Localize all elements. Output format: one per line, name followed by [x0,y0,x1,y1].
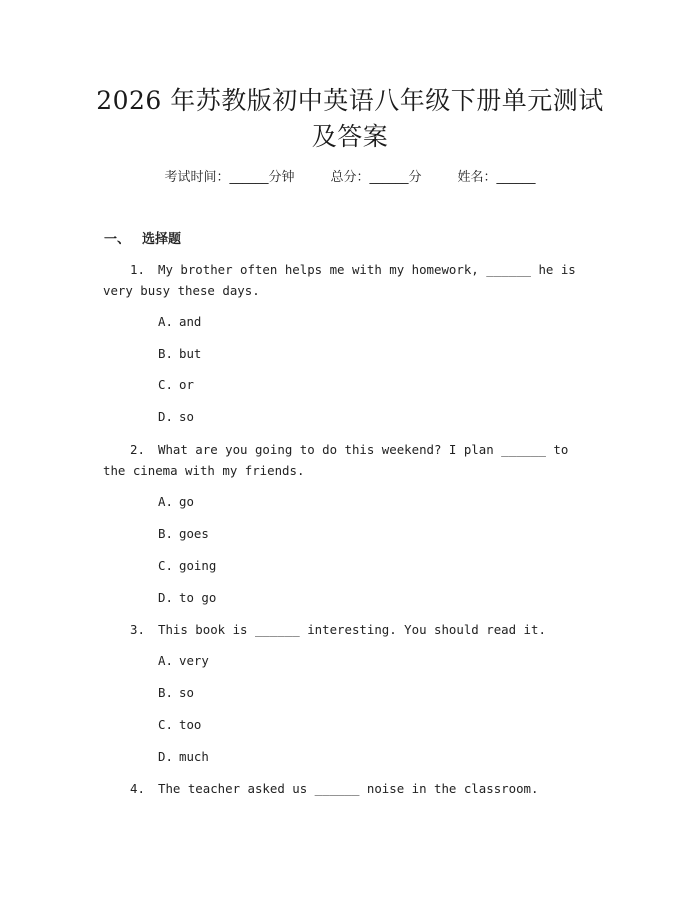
section-title: 选择题 [142,232,182,247]
option-letter: B. [158,346,173,361]
question-3-option-a [158,651,209,671]
option-letter: D. [158,409,173,424]
section-heading [104,230,181,250]
question-3 [103,619,583,640]
option-text: too [179,717,202,732]
question-2-option-c [158,556,216,576]
question-number: 2. [130,442,145,457]
question-1-option-a [158,312,201,332]
score-unit: 分 [408,170,422,185]
option-letter: D. [158,590,173,605]
question-2-option-d [158,588,216,608]
document-title-line-1: 2026 年苏教版初中英语八年级下册单元测试 [96,86,604,115]
option-text: goes [179,526,209,541]
question-2-option-b [158,524,209,544]
option-letter: A. [158,494,173,509]
question-number: 4. [130,781,145,796]
question-3-option-d [158,747,209,767]
question-1-option-b [158,344,201,364]
option-text: but [179,346,202,361]
option-text: so [179,409,194,424]
time-unit: 分钟 [268,170,295,185]
document-title-line-2: 及答案 [311,122,389,151]
option-letter: C. [158,377,173,392]
option-letter: C. [158,717,173,732]
option-text: very [179,653,209,668]
question-text: The teacher asked us ______ noise in the classroom. [158,781,539,796]
question-1-option-d [158,407,194,427]
name-blank: ______ [496,170,536,185]
question-text: What are you going to do this weekend? I plan ______ to the cinema with my friends. [103,442,569,478]
option-text: and [179,314,202,329]
question-1 [103,259,583,301]
option-letter: D. [158,749,173,764]
question-2-option-a [158,492,194,512]
score-blank: ______ [369,170,409,185]
question-text: This book is ______ interesting. You should read it. [158,622,546,637]
question-text: My brother often helps me with my homework, ______ he is very busy these days. [103,262,576,298]
time-label: 考试时间： [164,170,230,185]
question-3-option-b [158,683,194,703]
time-blank: ______ [229,170,269,185]
exam-info-line [0,168,700,188]
score-label: 总分： [330,170,370,185]
option-letter: A. [158,653,173,668]
option-text: so [179,685,194,700]
question-number: 1. [130,262,145,277]
question-2 [103,439,583,481]
question-3-option-c [158,715,201,735]
question-1-option-c [158,375,194,395]
option-text: much [179,749,209,764]
question-number: 3. [130,622,145,637]
name-label: 姓名： [457,170,497,185]
option-letter: C. [158,558,173,573]
option-text: to go [179,590,217,605]
option-letter: B. [158,685,173,700]
question-4 [103,778,583,799]
option-letter: B. [158,526,173,541]
option-text: going [179,558,217,573]
section-number: 一、 [104,232,131,247]
option-letter: A. [158,314,173,329]
option-text: go [179,494,194,509]
option-text: or [179,377,194,392]
